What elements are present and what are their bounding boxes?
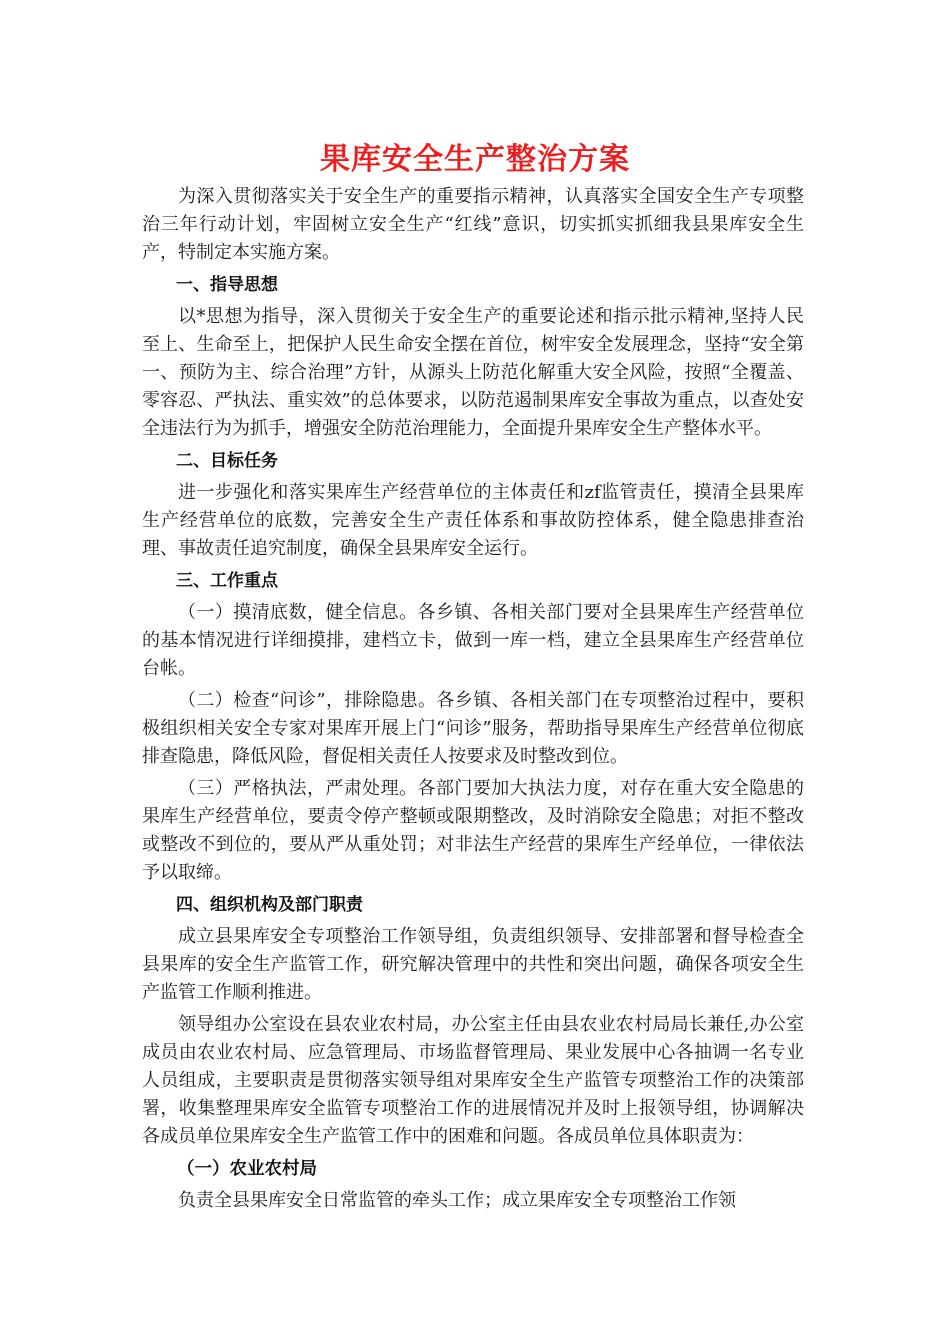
subsection-heading: （一）农业农村局	[177, 1159, 317, 1179]
section-paragraph: （三）严格执法，严肃处理。各部门要加大执法力度，对存在重大安全隐患的果库生产经营单位，要责令停产整顿或限期整改，及时消除安全隐患；对拒不整改或整改不到位的，要从严从重处罚；对非法生产经营的果库生产经单位，一律依法予以取缔。	[142, 778, 804, 883]
document-title: 果库安全生产整治方案	[320, 142, 630, 177]
section-heading: 四、组织机构及部门职责	[176, 895, 363, 915]
intro-paragraph: 为深入贯彻落实关于安全生产的重要指示精神，认真落实全国安全生产专项整治三年行动计划，牢固树立安全生产“红线”意识，切实抓实抓细我县果库安全生产，特制定本实施方案。	[142, 186, 804, 263]
section-paragraph: 以*思想为指导，深入贯彻关于安全生产的重要论述和指示批示精神,坚持人民至上、生命至上，把保护人民生命安全摆在首位，树牢安全发展理念，坚持“安全第一、预防为主、综合治理”方针，从源头上防范化解重大安全风险，按照“全覆盖、零容忍、严执法、重实效”的总体要求，以防范遏制果库安全事故为重点，以查处安全违法行为为抓手，增强安全防范治理能力，全面提升果库安全生产整体水平。	[142, 306, 804, 439]
subsection-paragraph: 负责全县果库安全日常监管的牵头工作；成立果库安全专项整治工作领	[178, 1190, 736, 1211]
document-body	[142, 183, 804, 1219]
section-heading: 一、指导思想	[176, 275, 278, 295]
section-paragraph: （二）检查“问诊”，排除隐患。各乡镇、各相关部门在专项整治过程中，要积极组织相关安全专家对果库开展上门“问诊”服务，帮助指导果库生产经营单位彻底排查隐患，降低风险，督促相关责任人按要求及时整改到位。	[142, 690, 804, 767]
section-paragraph: 成立县果库安全专项整治工作领导组，负责组织领导、安排部署和督导检查全县果库的安全生产监管工作，研究解决管理中的共性和突出问题，确保各项安全生产监管工作顺利推进。	[142, 926, 804, 1003]
section-paragraph: 领导组办公室设在县农业农村局，办公室主任由县农业农村局局长兼任,办公室成员由农业农村局、应急管理局、市场监督管理局、果业发展中心各抽调一名专业人员组成，主要职责是贯彻落实领导组对果库安全生产监管专项整治工作的决策部署，收集整理果库安全监管专项整治工作的进展情况并及时上报领导组，协调解决各成员单位果库安全生产监管工作中的困难和问题。各成员单位具体职责为：	[142, 1014, 804, 1147]
section-heading: 三、工作重点	[176, 571, 278, 591]
section-paragraph: （一）摸清底数，健全信息。各乡镇、各相关部门要对全县果库生产经营单位的基本情况进行详细摸排，建档立卡，做到一库一档，建立全县果库生产经营单位台帐。	[142, 602, 804, 679]
section-paragraph: 进一步强化和落实果库生产经营单位的主体责任和zf监管责任，摸清全县果库生产经营单位的底数，完善安全生产责任体系和事故防控体系，健全隐患排查治理、事故责任追究制度，确保全县果库安全运行。	[142, 482, 804, 559]
section-heading: 二、目标任务	[176, 451, 278, 471]
